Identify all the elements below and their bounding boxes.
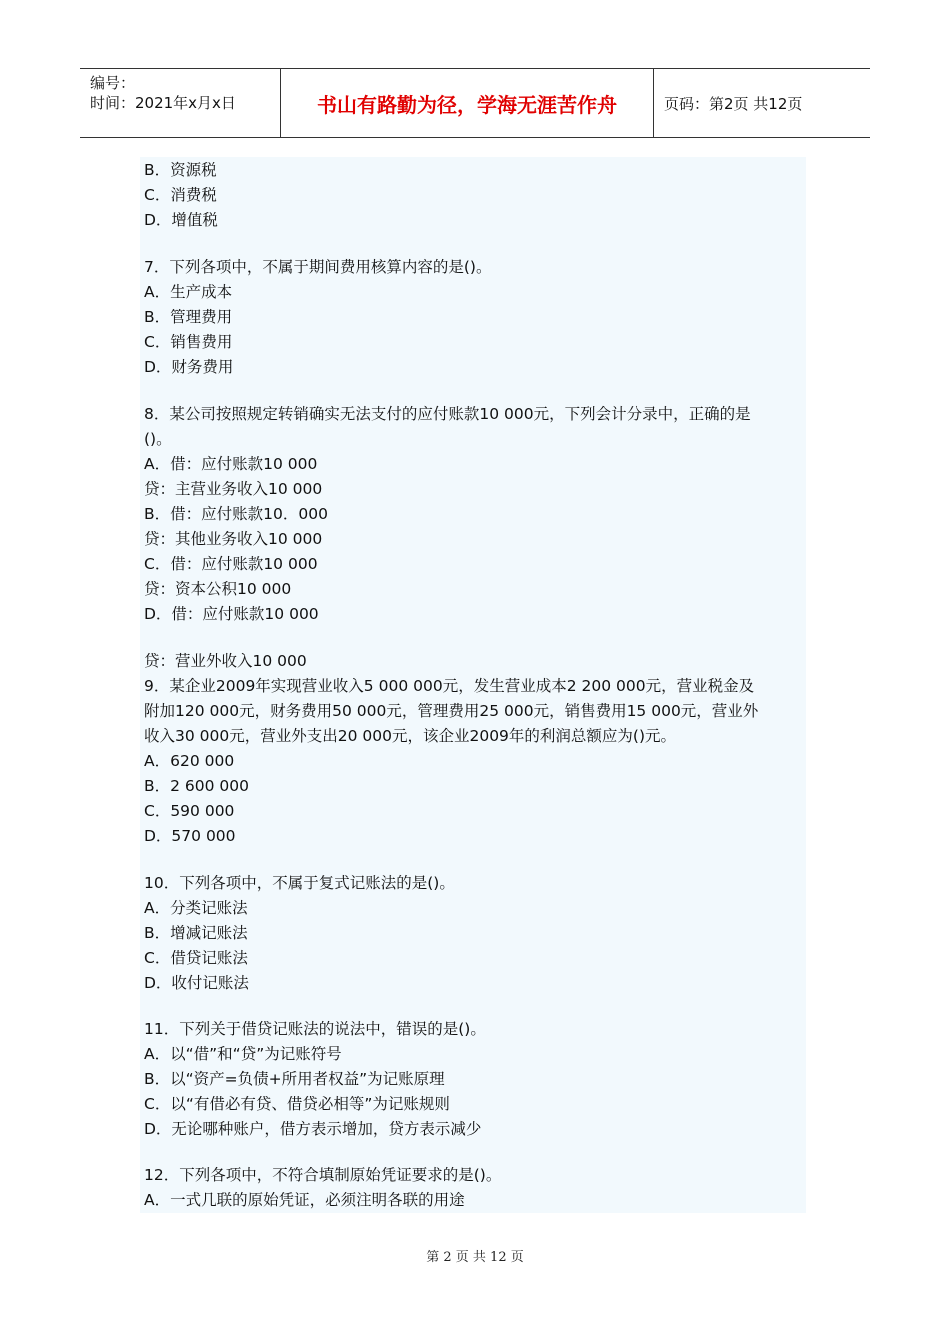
text-line: ()。 bbox=[144, 430, 172, 448]
text-line: A．620 000 bbox=[144, 752, 235, 770]
text-line: B．管理费用 bbox=[144, 308, 233, 326]
text-line: C．销售费用 bbox=[144, 333, 233, 351]
text-line: D．增值税 bbox=[144, 211, 218, 229]
question-12: 12．下列各项中，不符合填制原始凭证要求的是()。 bbox=[144, 1166, 502, 1184]
question-11: 11．下列关于借贷记账法的说法中，错误的是()。 bbox=[144, 1020, 486, 1038]
text-line: A．以“借”和“贷”为记账符号 bbox=[144, 1045, 342, 1063]
question-9: 9．某企业2009年实现营业收入5 000 000元，发生营业成本2 200 000元，营业税金及 bbox=[144, 677, 755, 695]
document-body bbox=[140, 157, 806, 1213]
page-header bbox=[80, 68, 870, 138]
text-line: A．一式几联的原始凭证，必须注明各联的用途 bbox=[144, 1191, 465, 1209]
text-line: D．借：应付账款10 000 bbox=[144, 605, 319, 623]
time-label: 时间：2021年x月x日 bbox=[90, 94, 236, 112]
page-info: 页码：第2页 共12页 bbox=[664, 94, 803, 113]
text-line: A．生产成本 bbox=[144, 283, 233, 301]
page-footer: 第 2 页 共 12 页 bbox=[426, 1250, 524, 1265]
text-line: 贷：其他业务收入10 000 bbox=[144, 530, 323, 548]
text-line: B．增减记账法 bbox=[144, 924, 248, 942]
text-line: B．以“资产=负债+所用者权益”为记账原理 bbox=[144, 1070, 445, 1088]
text-line: 附加120 000元，财务费用50 000元，管理费用25 000元，销售费用15 000元，营业外 bbox=[144, 702, 759, 720]
motto: 书山有路勤为径，学海无涯苦作舟 bbox=[281, 69, 654, 137]
text-line: C．590 000 bbox=[144, 802, 235, 820]
header-meta bbox=[80, 69, 281, 137]
text-line: B．借：应付账款10．000 bbox=[144, 505, 328, 523]
text-line: D．570 000 bbox=[144, 827, 236, 845]
text-line: B．资源税 bbox=[144, 161, 217, 179]
text-line: 收入30 000元，营业外支出20 000元，该企业2009年的利润总额应为()元。 bbox=[144, 727, 677, 745]
text-line: C．借贷记账法 bbox=[144, 949, 248, 967]
number-label: 编号： bbox=[90, 74, 136, 92]
text-line: C．消费税 bbox=[144, 186, 217, 204]
text-line: A．分类记账法 bbox=[144, 899, 248, 917]
text-line: D．收付记账法 bbox=[144, 974, 249, 992]
text-line: 贷：资本公积10 000 bbox=[144, 580, 292, 598]
text-line: C．借：应付账款10 000 bbox=[144, 555, 318, 573]
text-line: A．借：应付账款10 000 bbox=[144, 455, 318, 473]
text-line: 贷：主营业务收入10 000 bbox=[144, 480, 323, 498]
text-line: D．财务费用 bbox=[144, 358, 234, 376]
text-line: 贷：营业外收入10 000 bbox=[144, 652, 307, 670]
question-8: 8．某公司按照规定转销确实无法支付的应付账款10 000元，下列会计分录中，正确的是 bbox=[144, 405, 751, 423]
question-7: 7．下列各项中，不属于期间费用核算内容的是()。 bbox=[144, 258, 492, 276]
text-line: B．2 600 000 bbox=[144, 777, 250, 795]
question-10: 10．下列各项中，不属于复式记账法的是()。 bbox=[144, 874, 455, 892]
text-line: C．以“有借必有贷、借贷必相等”为记账规则 bbox=[144, 1095, 450, 1113]
text-line: D．无论哪种账户，借方表示增加，贷方表示减少 bbox=[144, 1120, 482, 1138]
